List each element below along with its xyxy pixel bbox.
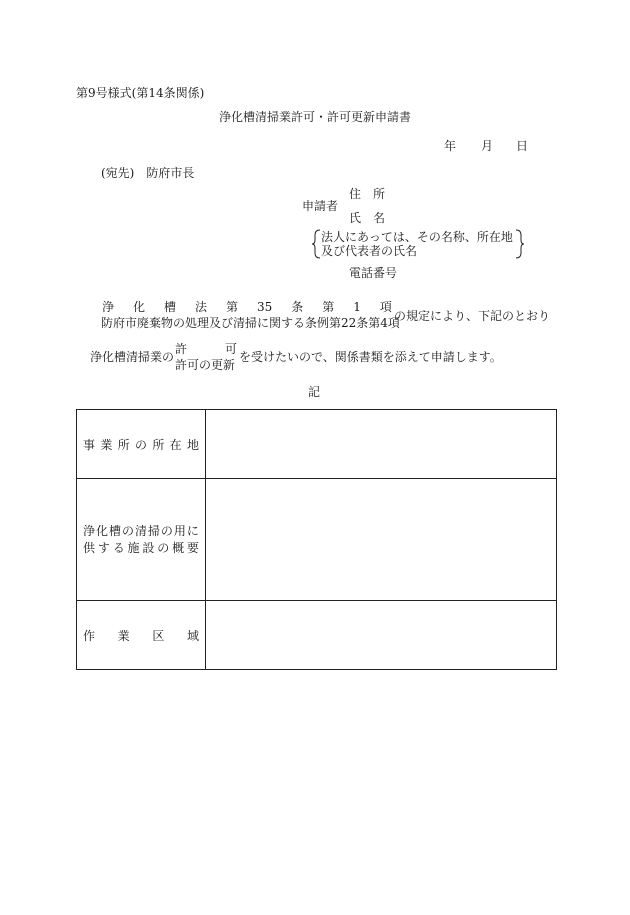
table-row <box>77 410 557 479</box>
law-reference-1: 浄 化 槽 法 第 35 条 第 1 項 <box>102 300 392 314</box>
date-month: 月 <box>481 139 494 153</box>
table-row <box>77 601 557 670</box>
statement-line1-tail: の規定により、下記のとおり <box>394 309 551 323</box>
office-location-field[interactable] <box>206 410 557 479</box>
applicant-label: 申請者 <box>302 199 339 213</box>
address-label: 住 所 <box>349 187 386 201</box>
corporate-note-line2: 及び代表者の氏名 <box>321 244 418 258</box>
date-day: 日 <box>516 139 529 153</box>
form-number: 第9号様式(第14条関係) <box>76 86 205 100</box>
permit-option-1: 許 可 <box>175 342 237 356</box>
facility-overview-field[interactable] <box>206 479 557 601</box>
facility-overview-label: 浄 化 槽 の 清 掃 の 用 に 供 す る 施 設 の 概 要 <box>77 479 206 601</box>
addressee: (宛先) 防府市長 <box>101 166 195 180</box>
application-table <box>76 409 557 670</box>
name-label: 氏 名 <box>349 211 386 225</box>
ki-heading: 記 <box>308 385 321 399</box>
work-area-label: 作 業 区 域 <box>77 601 206 670</box>
office-location-label: 事 業 所 の 所 在 地 <box>77 410 206 479</box>
document-title: 浄化槽清掃業許可・許可更新申請書 <box>219 110 412 124</box>
corporate-note-line1: 法人にあっては、その名称、所在地 <box>321 230 513 244</box>
permit-option-2: 許可の更新 <box>175 358 236 372</box>
phone-label: 電話番号 <box>349 266 398 280</box>
date-year: 年 <box>444 139 457 153</box>
business-type: 浄化槽清掃業の <box>90 350 175 364</box>
corporate-note <box>311 229 525 259</box>
statement-closing: を受けたいので、関係書類を添えて申請します。 <box>239 350 502 364</box>
work-area-field[interactable] <box>206 601 557 670</box>
law-reference-2: 防府市廃棄物の処理及び清掃に関する条例第22条第4項 <box>101 316 400 330</box>
table-row <box>77 479 557 601</box>
